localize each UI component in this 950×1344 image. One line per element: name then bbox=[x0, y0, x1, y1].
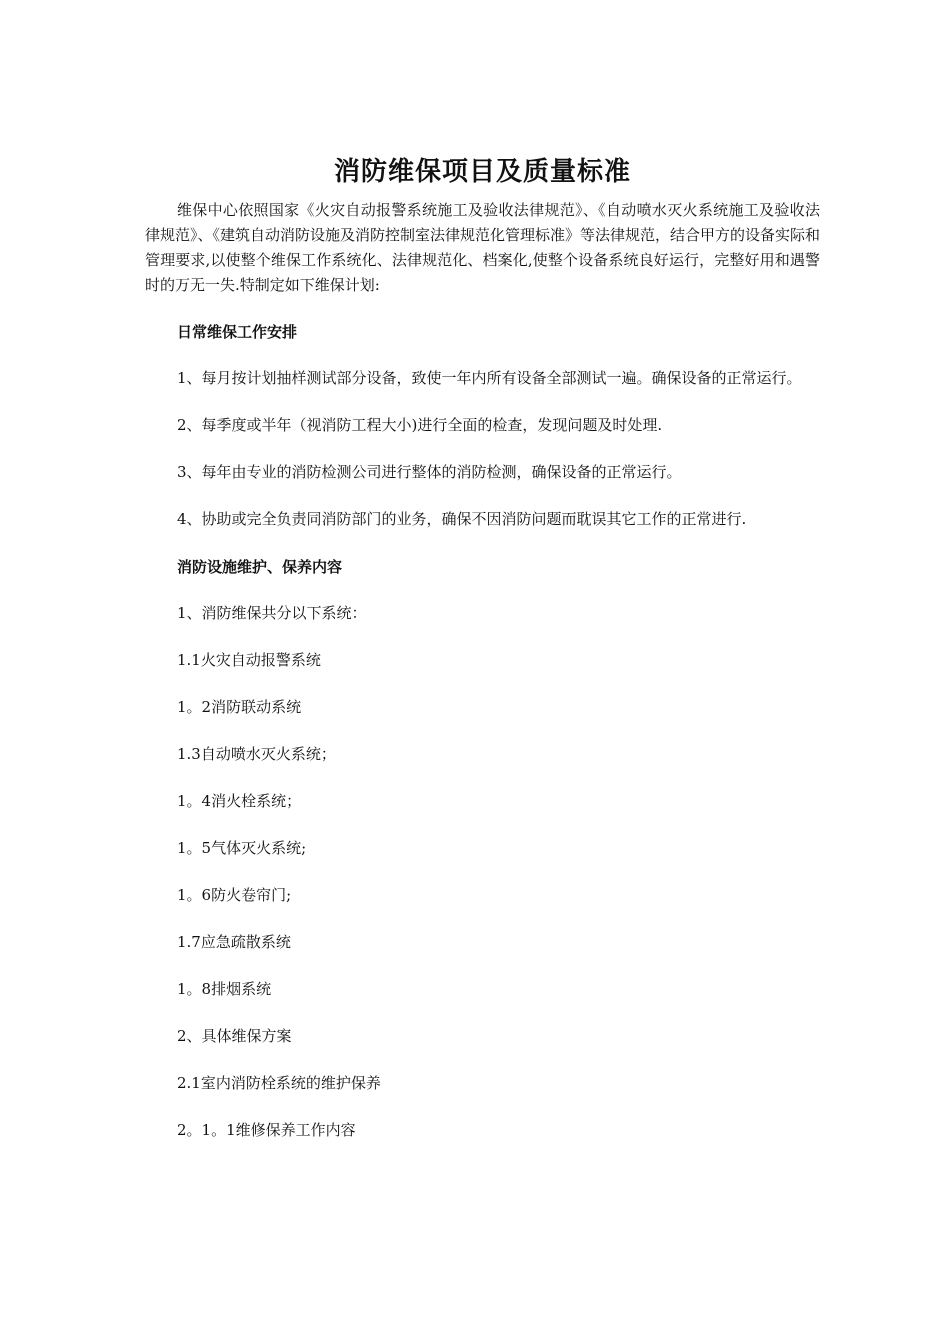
daily-item-4: 4、协助或完全负责同消防部门的业务，确保不因消防问题而耽误其它工作的正常进行. bbox=[177, 510, 747, 528]
list-item: 1。8排烟系统 bbox=[177, 980, 272, 998]
list-item: 2、具体维保方案 bbox=[177, 1027, 292, 1045]
daily-item-3: 3、每年由专业的消防检测公司进行整体的消防检测，确保设备的正常运行。 bbox=[177, 463, 682, 481]
list-item: 2。1。1维修保养工作内容 bbox=[177, 1121, 356, 1139]
intro-paragraph: 维保中心依照国家《火灾自动报警系统施工及验收法律规范》、《自动喷水灭火系统施工及验收法律规范》、《建筑自动消防设施及消防控制室法律规范化管理标准》等法律规范，结合甲方的设备实际和管理要求,以使整个维保工作系统化、法律规范化、档案化,使整个设备系统良好运行，完整好用和遇警时的万无一失.特制定如下维保计划: bbox=[145, 201, 821, 294]
daily-item-2: 2、每季度或半年（视消防工程大小)进行全面的检查，发现问题及时处理. bbox=[177, 416, 663, 434]
list-item: 1。5气体灭火系统; bbox=[177, 839, 307, 857]
list-item: 1。6防火卷帘门; bbox=[177, 886, 292, 904]
daily-item-1: 1、每月按计划抽样测试部分设备，致使一年内所有设备全部测试一遍。确保设备的正常运行。 bbox=[177, 369, 802, 387]
list-item: 1.3自动喷水灭火系统； bbox=[177, 745, 336, 763]
list-item: 1.7应急疏散系统 bbox=[177, 933, 291, 951]
list-item: 1.1火灾自动报警系统 bbox=[177, 651, 321, 669]
list-item: 1。4消火栓系统； bbox=[177, 792, 302, 810]
document-title: 消防维保项目及质量标准 bbox=[333, 157, 631, 187]
list-item: 1、消防维保共分以下系统： bbox=[177, 604, 367, 622]
list-item: 2.1室内消防栓系统的维护保养 bbox=[177, 1074, 381, 1092]
section-heading-facility-maintenance: 消防设施维护、保养内容 bbox=[177, 558, 343, 576]
document-page bbox=[145, 150, 820, 1166]
list-item: 1。2消防联动系统 bbox=[177, 698, 302, 716]
section-heading-daily-maintenance: 日常维保工作安排 bbox=[177, 323, 298, 341]
